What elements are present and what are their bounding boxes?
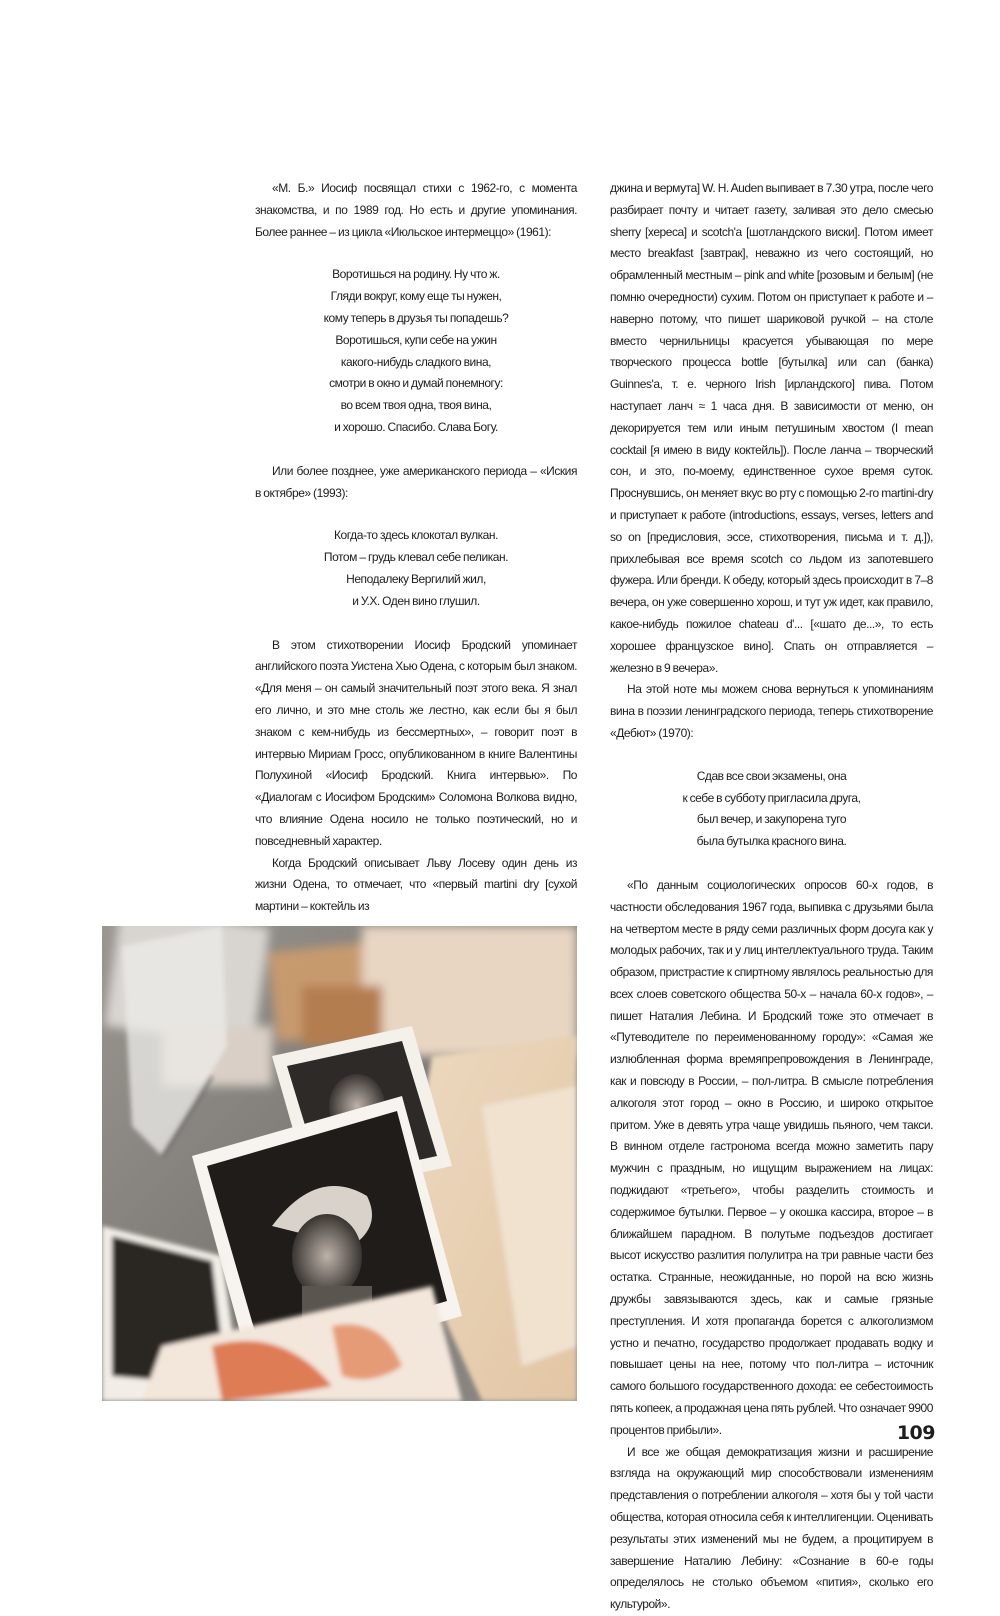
paragraph: В этом стихотворении Иосиф Бродский упоминает английского поэта Уистена Хью Одена, с которым был знаком. «Для меня – он самый значительный поэт этого века. Я знал его лично, и это мне столь же лестно, как если бы я был знаком с кем-нибудь из бессмертных», – говорит поэт в интервью Мириам Гросс, опубликованном в книге Валентины Полухиной «Иосиф Бродский. Книга интервью». По «Диалогам с Иосифом Бродским» Соломона Волкова видно, что влияние Одена носило не только поэтический, но и повседневный характер.	[255, 637, 577, 848]
paragraph: И все же общая демократизация жизни и расширение взгляда на окружающий мир способствовали изменениям представления о потреблении алкоголя – хотя бы у той части общества, которая относила себя к интеллигенции. Оценивать результаты этих изменений мы не будем, а процитируем в завершение Наталию Лебину: «Сознание в 60-е годы определялось не столько объемом «пития», сколько его культурой».	[610, 1444, 933, 1612]
paragraph: джина и вермута] W. H. Auden выпивает в 7.30 утра, после чего разбирает почту и читает газету, заливая это дело смесью sherry [хереса] и scotch'а [шотландского виски]. Потом имеет место breakfast [завтрак], неважно из чего состоящий, но обрамленный местным – pink and white [розовым и белым] (не помню очередности) сухим. Потом он приступает к работе и – наверно потому, что пишет шариковой ручкой – на столе вместо чернильницы красуется убывающая по мере творческого процесса bottle [бутылка] или can (банка) Guinnes'а, т. е. черного Irish [ирландского] пива. Потом наступает ланч ≈ 1 часа дня. В зависимости от меню, он декорируется тем или иным петушиным хвостом (I mean cocktail [я имею в виду коктейль]). После ланча – творческий сон, и это, по-моему, единственное сухое время суток. Проснувшись, он меняет вкус во рту с помощью 2-го martini-dry и приступает к работе (introductions, essays, verses, letters and so on [предисловия, эссе, стихотворения, письма и т. д.]), прихлебывая все время scotch со льдом из запотевшего фужера. Или бренди. К обеду, который здесь происходит в 7–8 вечера, он уже совершенно хорош, и тут уж идет, как правило, какое-нибудь пожилое chateau d'... [«шато де...», то есть хорошее французское вино]. Спать он отправляется – железно в 9 вечера».	[610, 181, 933, 675]
page-number: 109	[896, 1422, 935, 1444]
paragraph: «М. Б.» Иосиф посвящал стихи с 1962-го, с момента знакомства, и по 1989 год. Но есть и другие упоминания. Более раннее – из цикла «Июльское интермеццо» (1961):	[255, 181, 577, 239]
poem-ischia-in-october	[255, 525, 577, 612]
paragraph: Когда Бродский описывает Льву Лосеву один день из жизни Одена, то отмечает, что «первый martini dry [сухой мартини – коктейль из	[255, 855, 577, 914]
poem-line: Потом – грудь клевал себе пеликан.	[323, 550, 509, 565]
poem-line: Воротишься на родину. Ну что ж.	[332, 267, 500, 282]
poem-july-intermezzo	[255, 264, 577, 438]
photo-illustration	[102, 926, 577, 1401]
poem-line: Когда-то здесь клокотал вулкан.	[334, 528, 498, 543]
poem-line: Гляди вокруг, кому еще ты нужен,	[330, 289, 502, 304]
poem-line: Сдав все свои экзамены, она	[696, 768, 847, 783]
poem-line: был вечер, и закупорена туго	[696, 812, 847, 827]
poem-line: во всем твоя одна, твоя вина,	[340, 398, 492, 413]
poem-line: кому теперь в друзья ты попадешь?	[323, 310, 509, 325]
poem-line: Воротишься, купи себе на ужин	[335, 332, 497, 347]
right-text-column	[610, 178, 933, 1616]
paragraph: На этой ноте мы можем снова вернуться к упоминаниям вина в поэзии ленинградского периода, теперь стихотворение «Дебют» (1970):	[610, 682, 933, 740]
poem-line: была бутылка красного вина.	[696, 834, 847, 849]
paragraph: Или более позднее, уже американского периода – «Иския в октябре» (1993):	[255, 463, 577, 500]
poem-line: какого-нибудь сладкого вина,	[340, 354, 492, 369]
paragraph: «По данным социологических опросов 60-х годов, в частности обследования 1967 года, выпивка с друзьями была на четвертом месте в ряду семи различных форм досуга как у молодых рабочих, так и у лиц интеллектуального труда. Таким образом, пристрастие к спиртному являлось реальностью для всех слоев советского общества 50-х – начала 60-х годов», – пишет Наталия Лебина. И Бродский тоже это отмечает в «Путеводителе по переименованному городу»: «Самая же излюбленная форма времяпрепровождения в Ленинграде, как и повсюду в России, – пол-литра. В смысле потребления алкоголя этот город – окно в Россию, и широко открытое притом. Уже в девять утра чаще увидишь пьяного, чем такси. В винном отделе гастронома всегда можно заметить пару мужчин с праздным, но ищущим выражением на лицах: поджидают «третьего», чтобы разделить стоимость и содержимое бутылки. Первое – у окошка кассира, второе – в ближайшем парадном. В полутьме подъездов достигает высот искусство разлития полулитра на три равные части без остатка. Странные, неожиданные, но порой на всю жизнь дружбы завязываются здесь, как и самые грязные преступления. И хотя пропаганда борется с алкоголизмом устно и печатно, государство продолжает продавать водку и повышает цены на нее, потому что пол-литра – источник самого большого государственного дохода: ее себестоимость пять копеек, а продажная цена пять рублей. Что означает 9900 процентов прибыли».	[610, 877, 933, 1437]
poem-line: смотри в окно и думай понемногу:	[329, 376, 503, 391]
poem-line: Неподалеку Вергилий жил,	[346, 571, 486, 586]
poem-line: к себе в субботу пригласила друга,	[682, 790, 861, 805]
left-text-column	[255, 178, 577, 918]
poem-debut	[610, 766, 933, 853]
poem-line: и хорошо. Спасибо. Слава Богу.	[334, 419, 498, 434]
poem-line: и У.Х. Оден вино глушил.	[352, 593, 480, 608]
photo-scattered-photographs	[102, 926, 577, 1401]
